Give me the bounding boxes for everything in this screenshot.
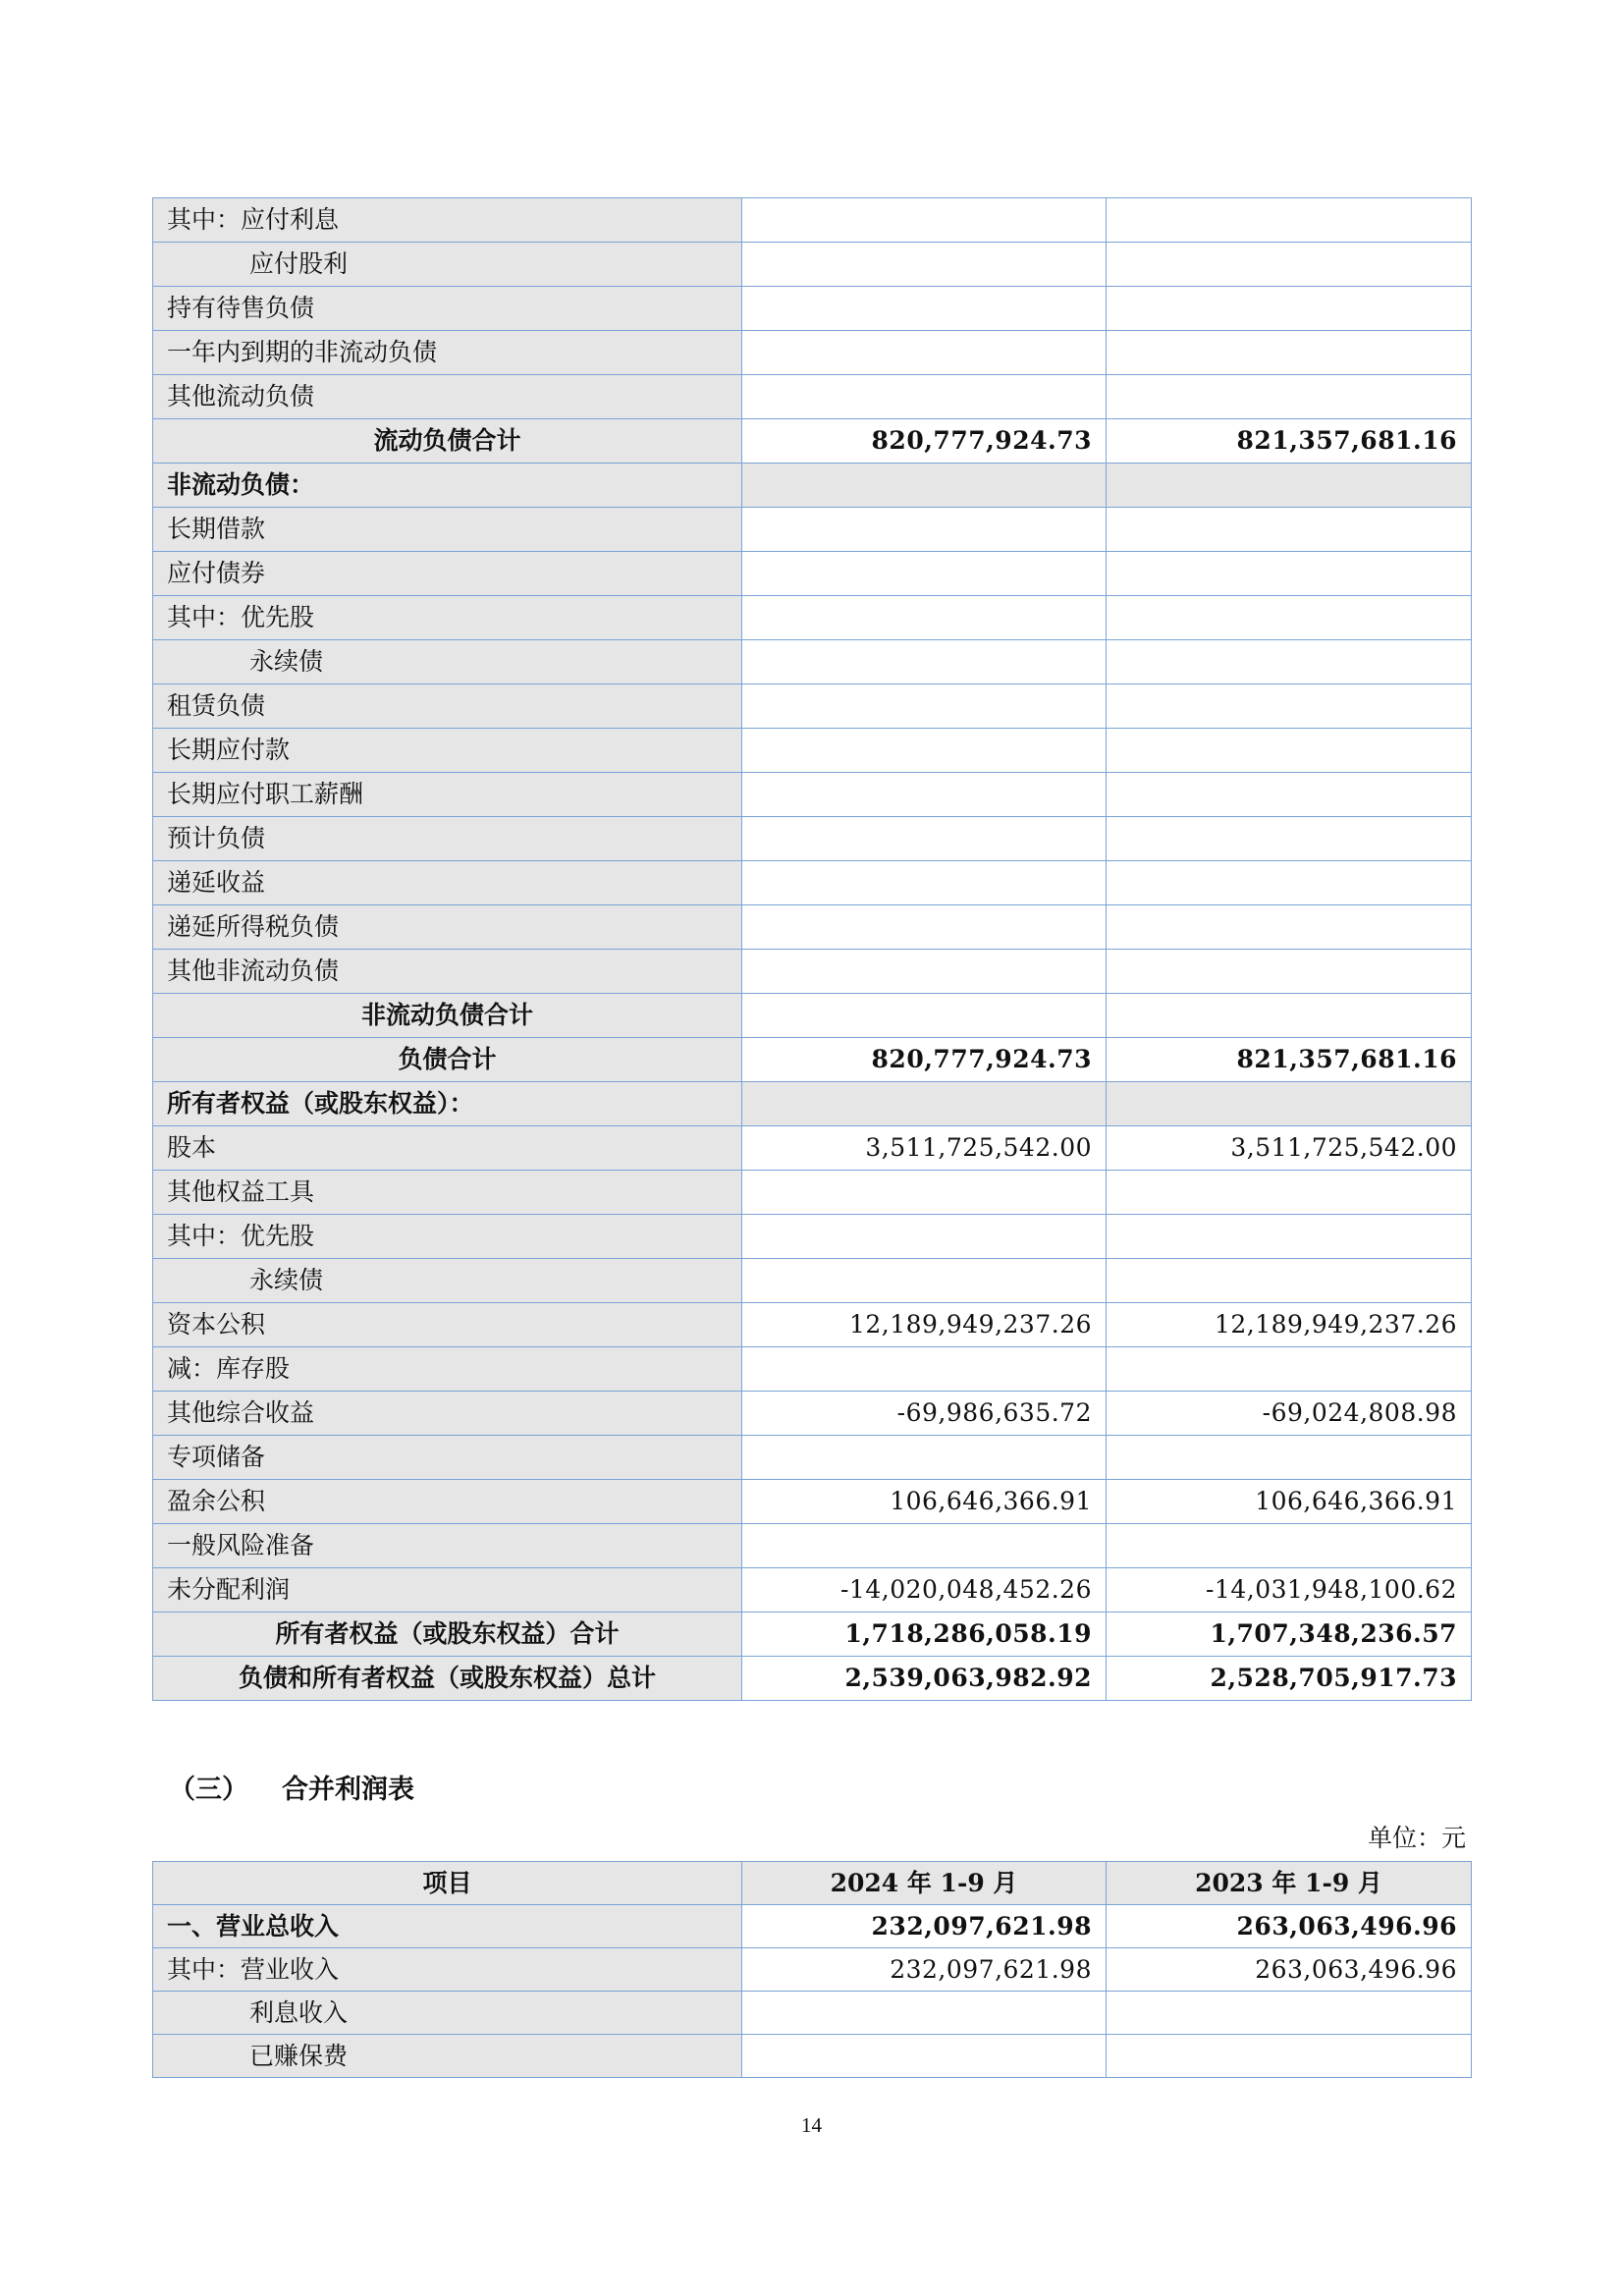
value-2024 [742, 950, 1107, 994]
value-2023: 3,511,725,542.00 [1107, 1126, 1472, 1171]
value-2024 [742, 464, 1107, 508]
row-label: 所有者权益（或股东权益）： [153, 1082, 742, 1126]
value-2023 [1107, 1259, 1472, 1303]
row-label: 减：库存股 [153, 1347, 742, 1392]
value-2023 [1107, 464, 1472, 508]
row-label: 一般风险准备 [153, 1524, 742, 1568]
table-row [153, 243, 1472, 287]
value-2024: -14,020,048,452.26 [742, 1568, 1107, 1613]
table-row [153, 464, 1472, 508]
header-item: 项目 [153, 1862, 742, 1905]
table-row [153, 1259, 1472, 1303]
row-label: 应付债券 [153, 552, 742, 596]
value-2024: 820,777,924.73 [742, 419, 1107, 464]
value-2024 [742, 596, 1107, 640]
value-2023 [1107, 684, 1472, 729]
table-row [153, 1347, 1472, 1392]
value-2023 [1107, 287, 1472, 331]
value-2024: 2,539,063,982.92 [742, 1657, 1107, 1701]
value-2024 [742, 243, 1107, 287]
value-2024 [742, 905, 1107, 950]
header-2023: 2023 年 1-9 月 [1107, 1862, 1472, 1905]
value-2024 [742, 861, 1107, 905]
table-row [153, 861, 1472, 905]
value-2023 [1107, 905, 1472, 950]
value-2023 [1107, 950, 1472, 994]
row-label: 股本 [153, 1126, 742, 1171]
section-title-text: 合并利润表 [282, 1775, 414, 1805]
table-row [153, 1905, 1472, 1948]
value-2023 [1107, 1171, 1472, 1215]
value-2023: 821,357,681.16 [1107, 419, 1472, 464]
row-label: 应付股利 [153, 243, 742, 287]
table-row [153, 1082, 1472, 1126]
row-label: 其他流动负债 [153, 375, 742, 419]
row-label: 其他综合收益 [153, 1392, 742, 1436]
value-2024: 1,718,286,058.19 [742, 1613, 1107, 1657]
value-2023: 821,357,681.16 [1107, 1038, 1472, 1082]
section-number: （三） [169, 1775, 248, 1805]
table-row [153, 684, 1472, 729]
table-row [153, 640, 1472, 684]
value-2023 [1107, 861, 1472, 905]
value-2024: 106,646,366.91 [742, 1480, 1107, 1524]
row-label: 负债合计 [153, 1038, 742, 1082]
value-2023 [1107, 243, 1472, 287]
value-2024: 3,511,725,542.00 [742, 1126, 1107, 1171]
value-2024 [742, 552, 1107, 596]
row-label: 其中：应付利息 [153, 198, 742, 243]
table-row [153, 198, 1472, 243]
value-2024 [742, 729, 1107, 773]
row-label: 持有待售负债 [153, 287, 742, 331]
table-row [153, 1524, 1472, 1568]
value-2024 [742, 1215, 1107, 1259]
value-2023 [1107, 1347, 1472, 1392]
value-2024 [742, 1524, 1107, 1568]
value-2024 [742, 817, 1107, 861]
table-row [153, 1392, 1472, 1436]
section-title [169, 1768, 414, 1806]
table-row [153, 1215, 1472, 1259]
value-2023 [1107, 817, 1472, 861]
unit-label: 单位：元 [1367, 1824, 1466, 1852]
value-2023: 263,063,496.96 [1107, 1948, 1472, 1992]
row-label: 其中：营业收入 [153, 1948, 742, 1992]
value-2024 [742, 375, 1107, 419]
table-row [153, 1303, 1472, 1347]
value-2023 [1107, 640, 1472, 684]
row-label: 利息收入 [153, 1992, 742, 2035]
table-row [153, 331, 1472, 375]
table-row [153, 773, 1472, 817]
row-label: 永续债 [153, 1259, 742, 1303]
row-label: 所有者权益（或股东权益）合计 [153, 1613, 742, 1657]
table-row [153, 596, 1472, 640]
value-2024: -69,986,635.72 [742, 1392, 1107, 1436]
header-2024: 2024 年 1-9 月 [742, 1862, 1107, 1905]
value-2023 [1107, 508, 1472, 552]
row-label: 非流动负债合计 [153, 994, 742, 1038]
value-2023 [1107, 1436, 1472, 1480]
value-2024: 12,189,949,237.26 [742, 1303, 1107, 1347]
table-row [153, 817, 1472, 861]
value-2023: 106,646,366.91 [1107, 1480, 1472, 1524]
value-2024 [742, 994, 1107, 1038]
table-row [153, 1613, 1472, 1657]
value-2023 [1107, 552, 1472, 596]
row-label: 负债和所有者权益（或股东权益）总计 [153, 1657, 742, 1701]
row-label: 一、营业总收入 [153, 1905, 742, 1948]
value-2024 [742, 1347, 1107, 1392]
value-2023 [1107, 596, 1472, 640]
row-label: 长期应付款 [153, 729, 742, 773]
value-2023 [1107, 1215, 1472, 1259]
value-2024 [742, 287, 1107, 331]
value-2023 [1107, 1524, 1472, 1568]
value-2023 [1107, 729, 1472, 773]
table-row [153, 994, 1472, 1038]
table-row [153, 419, 1472, 464]
row-label: 盈余公积 [153, 1480, 742, 1524]
row-label: 长期借款 [153, 508, 742, 552]
row-label: 其中：优先股 [153, 596, 742, 640]
row-label: 其中：优先股 [153, 1215, 742, 1259]
value-2023 [1107, 773, 1472, 817]
value-2024: 232,097,621.98 [742, 1948, 1107, 1992]
row-label: 未分配利润 [153, 1568, 742, 1613]
table-row [153, 1126, 1472, 1171]
value-2024 [742, 508, 1107, 552]
value-2024: 232,097,621.98 [742, 1905, 1107, 1948]
table-row [153, 729, 1472, 773]
row-label: 递延所得税负债 [153, 905, 742, 950]
row-label: 流动负债合计 [153, 419, 742, 464]
row-label: 非流动负债： [153, 464, 742, 508]
row-label: 租赁负债 [153, 684, 742, 729]
value-2023: 12,189,949,237.26 [1107, 1303, 1472, 1347]
row-label: 长期应付职工薪酬 [153, 773, 742, 817]
row-label: 一年内到期的非流动负债 [153, 331, 742, 375]
table-row [153, 2035, 1472, 2078]
table-row [153, 1171, 1472, 1215]
row-label: 专项储备 [153, 1436, 742, 1480]
value-2024 [742, 2035, 1107, 2078]
value-2023 [1107, 331, 1472, 375]
value-2023: -69,024,808.98 [1107, 1392, 1472, 1436]
income-statement-table [152, 1861, 1472, 2078]
value-2024 [742, 198, 1107, 243]
value-2023: -14,031,948,100.62 [1107, 1568, 1472, 1613]
value-2024: 820,777,924.73 [742, 1038, 1107, 1082]
value-2023 [1107, 2035, 1472, 2078]
table-row [153, 905, 1472, 950]
balance-sheet-table [152, 197, 1472, 1701]
value-2023 [1107, 1992, 1472, 2035]
row-label: 递延收益 [153, 861, 742, 905]
page-number: 14 [801, 2113, 822, 2137]
table-row [153, 1436, 1472, 1480]
value-2023: 263,063,496.96 [1107, 1905, 1472, 1948]
value-2024 [742, 1436, 1107, 1480]
value-2023 [1107, 994, 1472, 1038]
table-row [153, 950, 1472, 994]
value-2024 [742, 1992, 1107, 2035]
table-row [153, 1948, 1472, 1992]
value-2024 [742, 773, 1107, 817]
value-2023 [1107, 1082, 1472, 1126]
row-label: 其他非流动负债 [153, 950, 742, 994]
table-row [153, 287, 1472, 331]
table-row [153, 508, 1472, 552]
row-label: 预计负债 [153, 817, 742, 861]
table-row [153, 1657, 1472, 1701]
value-2024 [742, 1082, 1107, 1126]
value-2024 [742, 1171, 1107, 1215]
value-2023: 1,707,348,236.57 [1107, 1613, 1472, 1657]
value-2024 [742, 331, 1107, 375]
table-row [153, 1568, 1472, 1613]
value-2023: 2,528,705,917.73 [1107, 1657, 1472, 1701]
value-2024 [742, 640, 1107, 684]
row-label: 永续债 [153, 640, 742, 684]
table-row [153, 1038, 1472, 1082]
value-2023 [1107, 375, 1472, 419]
table-row [153, 552, 1472, 596]
table-header-row [153, 1862, 1472, 1905]
table-row [153, 1992, 1472, 2035]
table-row [153, 375, 1472, 419]
value-2024 [742, 684, 1107, 729]
row-label: 其他权益工具 [153, 1171, 742, 1215]
row-label: 已赚保费 [153, 2035, 742, 2078]
row-label: 资本公积 [153, 1303, 742, 1347]
value-2023 [1107, 198, 1472, 243]
value-2024 [742, 1259, 1107, 1303]
table-row [153, 1480, 1472, 1524]
